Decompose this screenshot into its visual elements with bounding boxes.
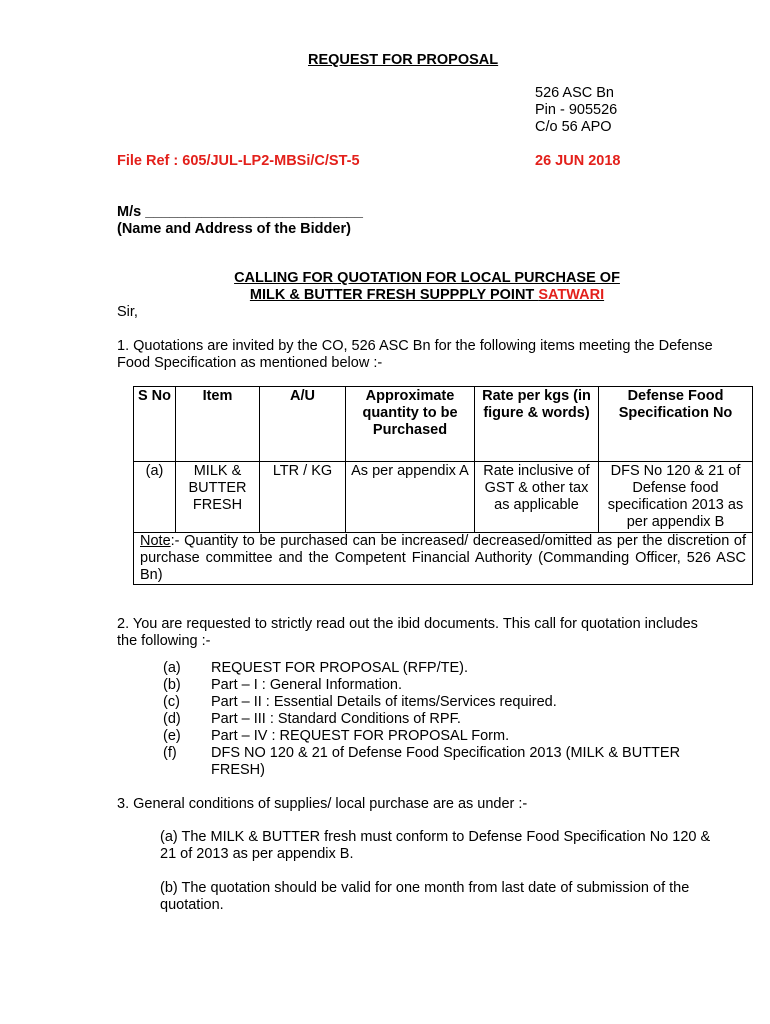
cell-rate: Rate inclusive of GST & other tax as applicable (475, 462, 599, 533)
list-item-text: REQUEST FOR PROPOSAL (RFP/TE). (211, 660, 469, 676)
cell-item: MILK & BUTTER FRESH (176, 462, 260, 533)
header-specification: Defense Food Specification No (599, 387, 753, 462)
list-item-label: (b) (163, 677, 181, 693)
subject-line-2 (117, 287, 737, 304)
header-au: A/U (260, 387, 346, 462)
list-item-text: DFS NO 120 & 21 of Defense Food Specification 2013 (MILK & BUTTER FRESH) (211, 745, 681, 778)
supply-point-name: SATWARI (538, 287, 605, 303)
header-item: Item (176, 387, 260, 462)
list-item-text: Part – IV : REQUEST FOR PROPOSAL Form. (211, 728, 510, 744)
note-text: :- Quantity to be purchased can be increased/ decreased/omitted as per the discretion of purchase committee and the Competent Financial Authority (Commanding Officer, 526 ASC Bn) (140, 533, 746, 583)
address-line-2: Pin - 905526 (535, 102, 618, 118)
table-header-row (134, 387, 753, 462)
header-sno: S No (134, 387, 176, 462)
table-note (134, 533, 753, 585)
bidder-label: (Name and Address of the Bidder) (117, 221, 351, 237)
header-quantity: Approximate quantity to be Purchased (346, 387, 475, 462)
document-title: REQUEST FOR PROPOSAL (308, 52, 499, 68)
table-note-row (134, 533, 753, 585)
document-date: 26 JUN 2018 (535, 153, 621, 169)
list-item-text: Part – III : Standard Conditions of RPF. (211, 711, 461, 727)
paragraph-3a: (a) The MILK & BUTTER fresh must conform to Defense Food Specification No 120 & 21 of 2013 as per appendix B. (160, 829, 711, 862)
address-line-1: 526 ASC Bn (535, 85, 614, 101)
list-item-label: (e) (163, 728, 181, 744)
address-line-3: C/o 56 APO (535, 119, 612, 135)
list-item-text: Part – II : Essential Details of items/Services required. (211, 694, 557, 710)
note-label: Note (140, 533, 171, 549)
subject-line-2-text: MILK & BUTTER FRESH SUPPPLY POINT (249, 287, 539, 303)
salutation: Sir, (117, 304, 138, 320)
specification-table (133, 386, 753, 585)
subject-line-1: CALLING FOR QUOTATION FOR LOCAL PURCHASE OF (234, 270, 620, 286)
list-item-label: (c) (163, 694, 180, 710)
list-item-label: (f) (163, 745, 177, 761)
cell-specification: DFS No 120 & 21 of Defense food specification 2013 as per appendix B (599, 462, 753, 533)
list-item-text: Part – I : General Information. (211, 677, 403, 693)
cell-au: LTR / KG (260, 462, 346, 533)
list-item-label: (a) (163, 660, 181, 676)
bidder-name-line: M/s ___________________________ (117, 204, 363, 220)
cell-quantity: As per appendix A (346, 462, 475, 533)
file-reference: File Ref : 605/JUL-LP2-MBSi/C/ST-5 (117, 153, 360, 169)
header-rate: Rate per kgs (in figure & words) (475, 387, 599, 462)
paragraph-3b: (b) The quotation should be valid for one month from last date of submission of the quotation. (160, 880, 690, 913)
paragraph-2: 2. You are requested to strictly read out the ibid documents. This call for quotation includes the following :- (117, 616, 698, 649)
cell-sno: (a) (134, 462, 176, 533)
paragraph-3: 3. General conditions of supplies/ local purchase are as under :- (117, 796, 528, 812)
paragraph-1: 1. Quotations are invited by the CO, 526 ASC Bn for the following items meeting the Defense Food Specification as mentioned below :- (117, 338, 713, 371)
list-item-label: (d) (163, 711, 181, 727)
table-row (134, 462, 753, 533)
